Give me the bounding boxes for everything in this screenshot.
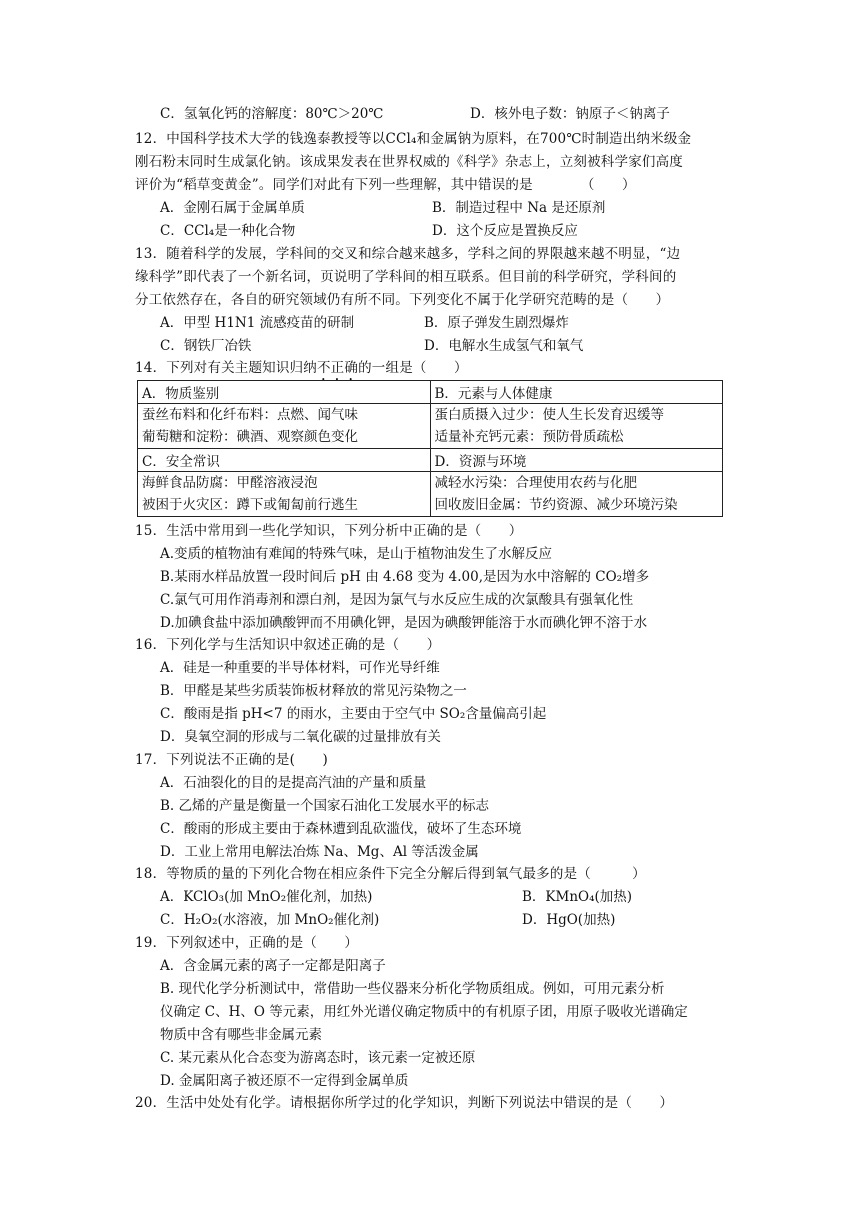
- q15-stem: 15．生活中常用到一些化学知识，下列分析中正确的是（ ）: [135, 523, 523, 539]
- q15-option-d: D.加碘食盐中添加碘酸钾而不用碘化钾，是因为碘酸钾能溶于水而碘化钾不溶于水: [160, 615, 648, 631]
- q13-stem-line-1: 13．随着科学的发展，学科间的交叉和综合越来越多，学科之间的界限越来越不明显，“边: [135, 246, 681, 262]
- q13-stem-line-3: 分工依然存在，各自的研究领域仍有所不同。下列变化不属于化学研究范畴的是（ ）: [135, 292, 670, 308]
- q19-option-b-line-2: 仪确定 C、H、O 等元素，用红外光谱仪确定物质中的有机原子团，用原子吸收光谱确定: [160, 1004, 688, 1020]
- q14-c-line-1: 海鲜食品防腐：甲醛溶液浸泡: [142, 475, 318, 491]
- q14-stem-emphasis: 不正确: [316, 360, 359, 376]
- q13-option-a: A．甲型 H1N1 流感疫苗的研制: [160, 315, 355, 331]
- q20-stem: 20．生活中处处有化学。请根据你所学过的化学知识，判断下列说法中错误的是（ ）: [135, 1095, 674, 1111]
- q19-option-b-line-1: B. 现代化学分析测试中，常借助一些仪器来分析化学物质组成。例如，可用元素分析: [160, 981, 665, 997]
- q12-stem-line-2: 刚石粉末同时生成氯化钠。该成果发表在世界权威的《科学》杂志上，立刻被科学家们高度: [135, 154, 683, 170]
- q12-option-c: C．CCl₄是一种化合物: [160, 223, 296, 239]
- q19-option-c: C. 某元素从化合态变为游离态时，该元素一定被还原: [160, 1050, 476, 1066]
- q13-option-c: C．钢铁厂冶铁: [160, 338, 252, 354]
- q18-option-b: B．KMnO₄(加热): [522, 889, 633, 905]
- q14-a-line-2: 葡萄糖和淀粉：碘酒、观察颜色变化: [142, 429, 358, 445]
- q19-stem: 19．下列叙述中，正确的是（ ）: [135, 935, 359, 951]
- q13-option-b: B．原子弹发生剧烈爆炸: [424, 315, 569, 331]
- q12-option-b: B．制造过程中 Na 是还原剂: [432, 200, 606, 216]
- q16-option-a: A．硅是一种重要的半导体材料，可作光导纤维: [160, 660, 440, 676]
- q16-option-c: C．酸雨是指 pH<7 的雨水，主要由于空气中 SO₂含量偏高引起: [160, 706, 547, 722]
- q14-cell-b-body: [430, 404, 723, 449]
- q14-stem-post: 的一组是（ ）: [358, 360, 468, 376]
- q17-option-a: A．石油裂化的目的是提高汽油的产量和质量: [160, 775, 427, 791]
- q16-stem: 16．下列化学与生活知识中叙述正确的是（ ）: [135, 637, 441, 653]
- q16-option-d: D．臭氧空洞的形成与二氧化碳的过量排放有关: [160, 729, 441, 745]
- q16-option-b: B．甲醛是某些劣质装饰板材释放的常见污染物之一: [160, 683, 467, 699]
- q17-option-d: D．工业上常用电解法冶炼 Na、Mg、Al 等活泼金属: [160, 844, 479, 860]
- q14-b-line-1: 蛋白质摄入过少：使人生长发育迟缓等: [434, 407, 664, 423]
- q17-option-c: C．酸雨的形成主要由于森林遭到乱砍滥伐，破坏了生态环境: [160, 821, 522, 837]
- q19-option-b-line-3: 物质中含有哪些非金属元素: [160, 1027, 322, 1043]
- q13-stem-line-2: 缘科学”即代表了一个新名词，页说明了学科间的相互联系。但目前的科学研究，学科间的: [135, 269, 677, 285]
- q12-stem-line-3: 评价为“稻草变黄金”。同学们对此有下列一些理解，其中错误的是 （ ）: [135, 177, 636, 193]
- q12-stem-line-1: 12．中国科学技术大学的钱逸泰教授等以CCl₄和金属钠为原料，在700℃时制造出纳米级金: [135, 131, 692, 147]
- q18-option-d: D．HgO(加热): [522, 912, 616, 928]
- q14-d-line-1: 减轻水污染：合理使用农药与化肥: [434, 475, 637, 491]
- q18-stem: 18．等物质的量的下列化合物在相应条件下完全分解后得到氧气最多的是（ ）: [135, 866, 646, 882]
- q17-stem: 17．下列说法不正确的是( ): [135, 752, 328, 768]
- q14-cell-d-head: D．资源与环境: [430, 449, 723, 472]
- q14-cell-d-body: [430, 472, 723, 517]
- q14-cell-c-head: C．安全常识: [138, 449, 431, 472]
- q14-stem-pre: 14．下列对有关主题知识归纳: [135, 360, 317, 376]
- q18-option-c: C．H₂O₂(水溶液，加 MnO₂催化剂): [160, 912, 380, 928]
- q17-option-b: B. 乙烯的产量是衡量一个国家石油化工发展水平的标志: [160, 798, 490, 814]
- q11-option-c: C．氢氧化钙的溶解度：80℃＞20℃: [160, 106, 384, 122]
- q14-b-line-2: 适量补充钙元素：预防骨质疏松: [434, 429, 624, 445]
- q14-a-line-1: 蚕丝布料和化纤布料：点燃、闻气味: [142, 407, 358, 423]
- q14-cell-a-body: [138, 404, 431, 449]
- q14-cell-b-head: B．元素与人体健康: [430, 381, 723, 404]
- q15-option-b: B.某雨水样品放置一段时间后 pH 由 4.68 变为 4.00,是因为水中溶解的 CO₂增多: [160, 569, 650, 585]
- q12-option-d: D．这个反应是置换反应: [432, 223, 578, 239]
- q14-c-line-2: 被困于火灾区：蹲下或匍匐前行逃生: [142, 497, 358, 513]
- q15-option-c: C.氯气可用作消毒剂和漂白剂，是因为氯气与水反应生成的次氯酸具有强氧化性: [160, 592, 634, 608]
- q14-table: [137, 380, 723, 517]
- q15-option-a: A.变质的植物油有难闻的特殊气味，是山于植物油发生了水解反应: [160, 546, 553, 562]
- q14-cell-c-body: [138, 472, 431, 517]
- q13-option-d: D．电解水生成氢气和氧气: [424, 338, 584, 354]
- q19-option-d: D. 金属阳离子被还原不一定得到金属单质: [160, 1073, 409, 1089]
- q14-d-line-2: 回收废旧金属：节约资源、减少环境污染: [434, 497, 678, 513]
- q14-cell-a-head: A．物质鉴别: [138, 381, 431, 404]
- q19-option-a: A．含金属元素的离子一定都是阳离子: [160, 958, 386, 974]
- q12-option-a: A．金刚石属于金属单质: [160, 200, 305, 216]
- q11-option-d: D．核外电子数：钠原子＜钠离子: [470, 106, 670, 122]
- q18-option-a: A．KClO₃(加 MnO₂催化剂，加热): [160, 889, 373, 905]
